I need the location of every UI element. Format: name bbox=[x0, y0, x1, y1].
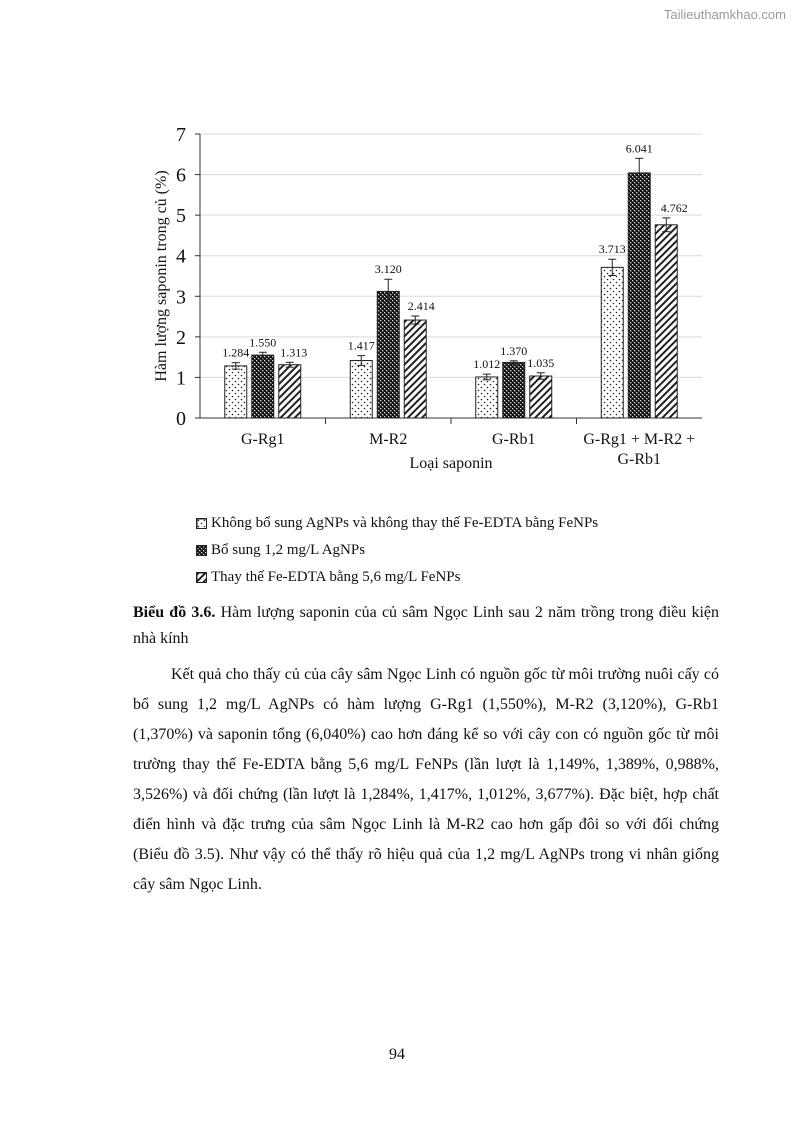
bar bbox=[252, 355, 274, 418]
data-label: 3.120 bbox=[374, 262, 402, 277]
data-label: 1.012 bbox=[473, 357, 501, 372]
data-label: 1.035 bbox=[527, 355, 555, 370]
legend-swatch-cross bbox=[196, 545, 207, 556]
data-label: 1.417 bbox=[347, 338, 375, 353]
bar bbox=[476, 377, 498, 418]
x-tick-label: M-R2 bbox=[369, 431, 408, 448]
y-tick-label: 7 bbox=[176, 124, 186, 146]
data-label: 1.550 bbox=[249, 335, 277, 350]
x-tick-label: G-Rb1 bbox=[491, 431, 536, 448]
chart-legend bbox=[196, 510, 598, 591]
data-label: 1.284 bbox=[222, 345, 250, 360]
data-label: 1.370 bbox=[500, 343, 528, 358]
y-tick-label: 0 bbox=[176, 408, 186, 430]
bar bbox=[601, 267, 623, 418]
legend-item-agnps bbox=[196, 537, 598, 564]
x-tick-label: G-Rg1 bbox=[240, 431, 285, 448]
bar bbox=[503, 362, 525, 418]
data-label: 6.041 bbox=[625, 141, 653, 156]
caption-text: Hàm lượng saponin của củ sâm Ngọc Linh sau 2 năm trồng trong điều kiện nhà kính bbox=[133, 604, 720, 647]
y-tick-label: 2 bbox=[176, 326, 186, 349]
bar bbox=[225, 366, 247, 418]
caption-label: Biểu đồ 3.6. bbox=[133, 604, 216, 621]
chart-bars bbox=[225, 158, 678, 418]
bar bbox=[628, 173, 650, 418]
x-axis-title: Loại saponin bbox=[409, 455, 493, 472]
x-tick-label: G-Rg1 + M-R2 + bbox=[583, 431, 696, 448]
bar bbox=[655, 225, 677, 418]
legend-label: Thay thế Fe-EDTA bằng 5,6 mg/L FeNPs bbox=[211, 569, 461, 585]
bar-chart bbox=[0, 110, 794, 480]
y-tick-label: 5 bbox=[176, 205, 186, 228]
figure-caption bbox=[133, 600, 719, 652]
legend-label: Bổ sung 1,2 mg/L AgNPs bbox=[211, 542, 366, 558]
legend-swatch-diagonal bbox=[196, 572, 207, 583]
bar bbox=[350, 361, 372, 418]
bar bbox=[404, 320, 426, 418]
data-label: 1.313 bbox=[280, 345, 308, 360]
bar bbox=[377, 291, 399, 418]
y-tick-label: 4 bbox=[176, 245, 186, 268]
legend-swatch-dots bbox=[196, 518, 207, 529]
legend-item-control bbox=[196, 510, 598, 537]
data-label: 4.762 bbox=[660, 200, 688, 215]
y-tick-label: 6 bbox=[176, 164, 186, 187]
legend-item-fenps bbox=[196, 564, 598, 591]
legend-label: Không bổ sung AgNPs và không thay thế Fe-EDTA bằng FeNPs bbox=[211, 515, 599, 531]
y-tick-label: 3 bbox=[176, 286, 186, 309]
data-label: 2.414 bbox=[407, 299, 435, 314]
body-paragraph: Kết quả cho thấy củ của cây sâm Ngọc Linh có nguồn gốc từ môi trường nuôi cấy có bổ sung 1,2 mg/L AgNPs có hàm lượng G-Rg1 (1,550%), M-R2 (3,120%), G-Rb1 (1,370%) và saponin tổng (6,040%) cao hơn đáng kể so với cây con có nguồn gốc từ môi trường thay thế Fe-EDTA bằng 5,6 mg/L FeNPs (lần lượt là 1,149%, 1,389%, 0,988%, 3,526%) và đối chứng (lần lượt là 1,284%, 1,417%, 1,012%, 3,677%). Đặc biệt, hợp chất điển hình và đặc trưng của sâm Ngọc Linh là M-R2 cao hơn gấp đôi so với đối chứng (Biểu đồ 3.5). Như vậy có thể thấy rõ hiệu quả của 1,2 mg/L AgNPs trong vi nhân giống cây sâm Ngọc Linh. bbox=[133, 666, 719, 893]
x-tick-label: G-Rb1 bbox=[617, 451, 662, 468]
page-number: 94 bbox=[389, 1046, 405, 1063]
y-tick-label: 1 bbox=[176, 367, 186, 390]
watermark: Tailieuthamkhao.com bbox=[663, 7, 786, 22]
bar bbox=[279, 365, 301, 418]
data-label: 3.713 bbox=[598, 242, 626, 257]
bar bbox=[530, 376, 552, 418]
y-axis-title: Hàm lượng saponin trong củ (%) bbox=[153, 170, 170, 382]
